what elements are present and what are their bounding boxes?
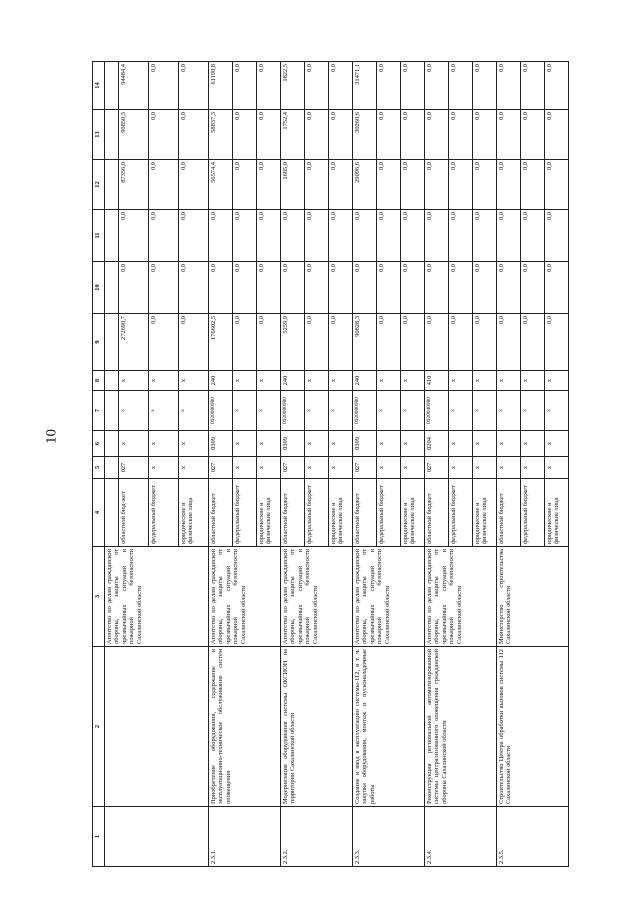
value-cell: x [149,371,179,391]
table-header [93,62,105,867]
executor: Министерство строительства Сахалинской области [497,547,569,647]
value-cell: x [329,371,353,391]
value-cell: 0,0 [449,210,473,262]
value-cell [105,431,119,457]
value-cell: x [545,457,569,479]
value-cell: 0,0 [425,314,449,371]
value-cell: 0,0 [233,62,257,110]
table-row [425,62,449,867]
value-cell: 0,0 [281,210,305,262]
value-cell: 1752,4 [281,110,305,160]
value-cell: 0,0 [497,262,521,314]
value-cell: 0,0 [353,262,377,314]
value-cell: 0,0 [233,160,257,210]
column-header: 13 [93,110,105,160]
value-cell: x [377,371,401,391]
value-cell: 0,0 [257,160,281,210]
value-cell: 0,0 [401,262,425,314]
value-cell: 87356,0 [119,160,149,210]
value-cell: 30260,6 [353,110,377,160]
value-cell: x [119,391,149,431]
value-cell: 0,0 [521,262,545,314]
value-cell: 0,0 [149,262,179,314]
value-cell [105,371,119,391]
value-cell: 027 [353,457,377,479]
value-cell: 240 [209,371,233,391]
funding-source: юридические и физические лица [545,479,569,547]
value-cell: 90850,3 [119,110,149,160]
value-cell: 1822,5 [281,62,305,110]
value-cell: x [179,371,209,391]
value-cell: 0,0 [257,210,281,262]
value-cell: 0,0 [377,110,401,160]
value-cell: x [257,391,281,431]
funding-source: федеральный бюджет [449,479,473,547]
value-cell: x [377,391,401,431]
value-cell: x [449,457,473,479]
value-cell: 0309 [209,431,233,457]
value-cell: x [497,431,521,457]
value-cell: 0,0 [401,314,425,371]
value-cell: x [377,431,401,457]
value-cell: 0,0 [149,210,179,262]
table-row [353,62,377,867]
value-cell: 027 [209,457,233,479]
value-cell: x [545,371,569,391]
value-cell: 0,0 [497,210,521,262]
column-header: 14 [93,62,105,110]
value-cell: 0,0 [497,160,521,210]
column-header: 4 [93,479,105,547]
table-row [105,62,119,867]
value-cell: 0,0 [257,262,281,314]
value-cell: 0,0 [119,210,149,262]
value-cell: 1685,0 [281,160,305,210]
value-cell: x [473,371,497,391]
value-cell: x [329,431,353,457]
funding-source: областной бюджет [425,479,449,547]
value-cell: x [497,391,521,431]
value-cell: 31471,1 [353,62,377,110]
value-cell: 0,0 [377,314,401,371]
funding-source: областной бюджет [281,479,305,547]
value-cell: x [377,457,401,479]
funding-source: федеральный бюджет [377,479,401,547]
value-cell: 0,0 [473,314,497,371]
value-cell: 0,0 [119,262,149,314]
rotated-page [92,62,630,867]
value-cell: 0,0 [179,210,209,262]
table-row [497,62,521,867]
value-cell: x [497,371,521,391]
value-cell: x [179,431,209,457]
value-cell: 0,0 [377,160,401,210]
value-cell: 0920080980 [209,391,233,431]
value-cell: 0,0 [401,110,425,160]
value-cell: 0,0 [329,62,353,110]
value-cell: x [149,457,179,479]
value-cell: 0,0 [425,210,449,262]
value-cell: 0,0 [449,160,473,210]
item-name: Создание и ввод в эксплуатацию системы-112, в т. ч. закупка оборудования, монтаж и пусконаладочные работы [353,647,425,807]
value-cell: x [149,431,179,457]
value-cell: 0,0 [179,262,209,314]
value-cell: 0,0 [425,160,449,210]
value-cell: 58837,3 [209,110,233,160]
value-cell: x [149,391,179,431]
value-cell: 176602,5 [209,314,233,371]
value-cell: 240 [353,371,377,391]
funding-source [105,479,119,547]
value-cell: 0,0 [257,314,281,371]
funding-source: федеральный бюджет [149,479,179,547]
column-header: 7 [93,391,105,431]
value-cell: 0920080980 [353,391,377,431]
value-cell: 0,0 [149,314,179,371]
table-body [105,62,569,867]
value-cell [105,210,119,262]
value-cell: 0,0 [329,110,353,160]
value-cell: 0,0 [377,210,401,262]
value-cell: 0,0 [305,314,329,371]
column-header: 9 [93,314,105,371]
value-cell: 0,0 [449,110,473,160]
value-cell: 0,0 [473,62,497,110]
value-cell: x [233,457,257,479]
funding-source: юридические и физические лица [473,479,497,547]
item-name: Реконструкция региональной автоматизированной системы централизованного оповещения гражданской обороны Сахалинской области [425,647,497,807]
value-cell: 0,0 [425,110,449,160]
value-cell: 0,0 [257,110,281,160]
item-name [105,647,209,807]
value-cell [105,62,119,110]
item-number: 2.3.3. [353,807,425,867]
value-cell: 0,0 [209,262,233,314]
value-cell: 0,0 [305,210,329,262]
value-cell: 0920040980 [425,391,449,431]
value-cell: 0,0 [305,110,329,160]
value-cell: x [521,371,545,391]
funding-source: федеральный бюджет [233,479,257,547]
value-cell: x [305,371,329,391]
executor: Агентство по делам гражданской обороны, защиты от чрезвычайных ситуаций и пожарной безопасности Сахалинской области [105,547,209,647]
value-cell: 0,0 [545,110,569,160]
value-cell: 0,0 [305,160,329,210]
value-cell: x [521,457,545,479]
executor: Агентство по делам гражданской обороны, защиты от чрезвычайных ситуаций и пожарной безопасности Сахалинской области [353,547,425,647]
value-cell: x [119,431,149,457]
funding-source: федеральный бюджет [305,479,329,547]
value-cell: 0,0 [305,262,329,314]
value-cell: 0,0 [233,314,257,371]
value-cell: 027 [281,457,305,479]
funding-source: областной бюд-жет [119,479,149,547]
value-cell: 61190,8 [209,62,233,110]
value-cell: 0,0 [179,110,209,160]
value-cell: 0,0 [233,210,257,262]
value-cell: 0,0 [521,314,545,371]
value-cell: 0309 [281,431,305,457]
value-cell: x [545,431,569,457]
value-cell: x [473,431,497,457]
value-cell: 0,0 [497,110,521,160]
value-cell: 0,0 [401,160,425,210]
column-header: 2 [93,647,105,807]
value-cell [105,391,119,431]
column-header: 3 [93,547,105,647]
item-number [105,807,209,867]
column-header: 10 [93,262,105,314]
value-cell: x [401,391,425,431]
value-cell: 0,0 [473,110,497,160]
value-cell: 0204 [425,431,449,457]
value-cell [105,314,119,371]
value-cell: 0,0 [425,62,449,110]
value-cell: 0,0 [545,262,569,314]
column-header: 12 [93,160,105,210]
value-cell: x [449,391,473,431]
value-cell: 0,0 [257,62,281,110]
value-cell: x [257,431,281,457]
value-cell: 0,0 [521,62,545,110]
value-cell: 0,0 [353,210,377,262]
value-cell: x [119,371,149,391]
value-cell: 0,0 [233,262,257,314]
value-cell: 0,0 [473,262,497,314]
value-cell: 0,0 [545,160,569,210]
executor: Агентство по делам гражданской обороны, защиты от чрезвычайных ситуаций и пожарной безопасности Сахалинской области [281,547,353,647]
value-cell: 94484,4 [119,62,149,110]
value-cell: x [329,457,353,479]
value-cell: 0,0 [473,210,497,262]
value-cell: 0,0 [377,262,401,314]
funding-source: юридические и физические лица [179,479,209,547]
executor: Агентство по делам гражданской обороны, защиты от чрезвычайных ситуаций и пожарной безопасности Сахалинской области [209,547,281,647]
value-cell: x [305,391,329,431]
value-cell: x [473,391,497,431]
value-cell: 0,0 [209,210,233,262]
value-cell: 0,0 [329,160,353,210]
value-cell: 0,0 [425,262,449,314]
value-cell: x [305,431,329,457]
value-cell: x [497,457,521,479]
item-name: Модернизация оборудования системы ОКСИОН на территории Сахалинской области [281,647,353,807]
value-cell: 027 [425,457,449,479]
value-cell: 0,0 [329,314,353,371]
item-number: 2.3.1. [209,807,281,867]
funding-source: федеральный бюджет [521,479,545,547]
value-cell: x [401,457,425,479]
value-cell: x [473,457,497,479]
value-cell: x [257,457,281,479]
value-cell: 0,0 [521,110,545,160]
value-cell: 0,0 [149,160,179,210]
value-cell: 0,0 [545,62,569,110]
value-cell: x [257,371,281,391]
value-cell: x [401,431,425,457]
value-cell: 0920080980 [281,391,305,431]
value-cell: 0,0 [521,210,545,262]
funding-source: областной бюджет [497,479,521,547]
value-cell: x [521,431,545,457]
item-name: Приобретение оборудования, содержание и эксплуатационно-техническое обслуживание систем оповещения [209,647,281,807]
value-cell: x [401,371,425,391]
value-cell: 5259,9 [281,314,305,371]
value-cell: x [233,391,257,431]
value-cell: 0,0 [473,160,497,210]
value-cell: 0,0 [149,110,179,160]
value-cell: x [305,457,329,479]
column-header: 11 [93,210,105,262]
value-cell: x [449,431,473,457]
value-cell: 0,0 [281,262,305,314]
column-header: 8 [93,371,105,391]
value-cell: 29096,6 [353,160,377,210]
funding-source: юридические и физические лица [401,479,425,547]
value-cell: 0,0 [521,160,545,210]
item-name: Строительство Центра обработки вызовов системы 112 Сахалинской области [497,647,569,807]
value-cell: 0,0 [305,62,329,110]
value-cell: x [521,391,545,431]
value-cell: x [329,391,353,431]
value-cell: 0,0 [497,314,521,371]
value-cell: 0,0 [401,210,425,262]
value-cell: x [179,457,209,479]
value-cell: x [449,371,473,391]
value-cell: 0,0 [329,210,353,262]
funding-source: областной бюджет [353,479,377,547]
value-cell: 0309 [353,431,377,457]
value-cell: 0,0 [497,62,521,110]
value-cell: 0,0 [449,62,473,110]
value-cell: 0,0 [179,62,209,110]
column-header: 6 [93,431,105,457]
value-cell: 272690,7 [119,314,149,371]
value-cell: 0,0 [329,262,353,314]
funding-source: юридические и физические лица [257,479,281,547]
value-cell: x [233,371,257,391]
table-row [281,62,305,867]
executor: Агентство по делам гражданской обороны, защиты от чрезвычайных ситуаций и пожарной безопасности Сахалинской области [425,547,497,647]
value-cell: 0,0 [449,262,473,314]
value-cell: x [545,391,569,431]
value-cell: 0,0 [377,62,401,110]
value-cell: 0,0 [401,62,425,110]
column-header: 1 [93,807,105,867]
value-cell [105,262,119,314]
value-cell: 410 [425,371,449,391]
item-number: 2.3.5. [497,807,569,867]
value-cell [105,160,119,210]
value-cell: x [233,431,257,457]
value-cell: 0,0 [233,110,257,160]
table-row [209,62,233,867]
item-number: 2.3.4. [425,807,497,867]
value-cell: 0,0 [179,314,209,371]
value-cell: 0,0 [545,210,569,262]
value-cell: 027 [119,457,149,479]
item-number: 2.3.2. [281,807,353,867]
value-cell: 0,0 [179,160,209,210]
column-header: 5 [93,457,105,479]
value-cell: 0,0 [149,62,179,110]
budget-table [92,61,569,867]
value-cell: 90828,3 [353,314,377,371]
value-cell [105,457,119,479]
value-cell: 56574,4 [209,160,233,210]
value-cell: 240 [281,371,305,391]
value-cell: 0,0 [449,314,473,371]
page-number: 10 [43,429,60,444]
value-cell [105,110,119,160]
funding-source: областной бюджет [209,479,233,547]
value-cell: 0,0 [545,314,569,371]
funding-source: юридические и физические лица [329,479,353,547]
value-cell: x [179,391,209,431]
